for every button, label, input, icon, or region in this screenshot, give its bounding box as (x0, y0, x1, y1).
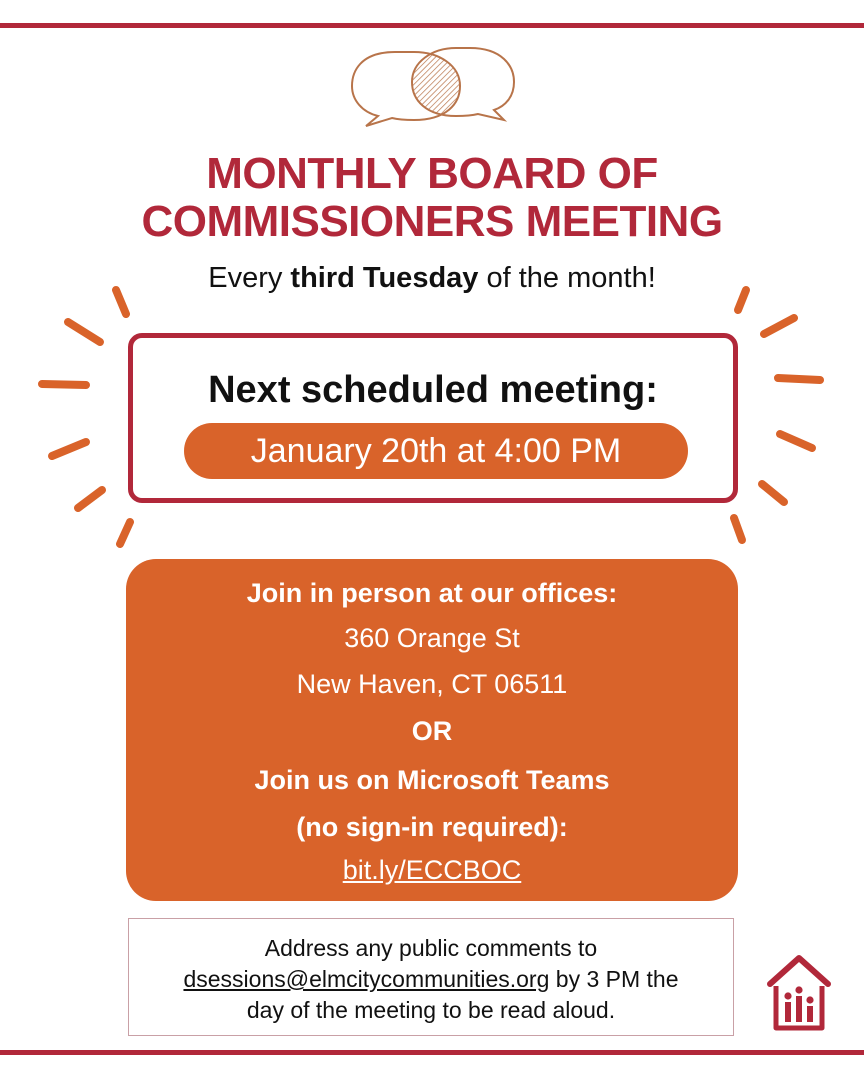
next-meeting-box (128, 333, 738, 503)
subtitle-emphasis: third Tuesday (290, 262, 479, 294)
in-person-heading: Join in person at our offices: (246, 578, 618, 608)
public-comments-box (128, 918, 734, 1036)
speech-bubbles-icon (0, 0, 864, 140)
teams-note: (no sign-in required): (296, 812, 568, 842)
subtitle-prefix: Every (208, 262, 291, 294)
house-logo-icon (766, 950, 832, 1032)
subtitle-suffix: of the month! (478, 262, 656, 294)
or-label: OR (411, 716, 453, 746)
comments-line-2-suffix: by 3 PM the (549, 966, 679, 992)
page-title (0, 150, 864, 246)
teams-link[interactable]: bit.ly/ECCBOC (342, 855, 522, 885)
join-options-box (126, 559, 738, 901)
title-line-2: COMMISSIONERS MEETING (141, 197, 723, 246)
comments-line-3: day of the meeting to be read aloud. (246, 997, 616, 1023)
address-line-2: New Haven, CT 06511 (296, 669, 568, 699)
bottom-rule (0, 1050, 864, 1055)
teams-heading: Join us on Microsoft Teams (254, 765, 610, 795)
next-meeting-heading: Next scheduled meeting: (208, 369, 658, 411)
title-line-1: MONTHLY BOARD OF (206, 149, 658, 198)
address-line-1: 360 Orange St (344, 623, 520, 653)
meeting-date-pill: January 20th at 4:00 PM (184, 423, 688, 479)
comments-email-link[interactable]: dsessions@elmcitycommunities.org (183, 966, 550, 992)
comments-line-1: Address any public comments to (264, 935, 598, 961)
comments-line-2 (129, 964, 733, 995)
